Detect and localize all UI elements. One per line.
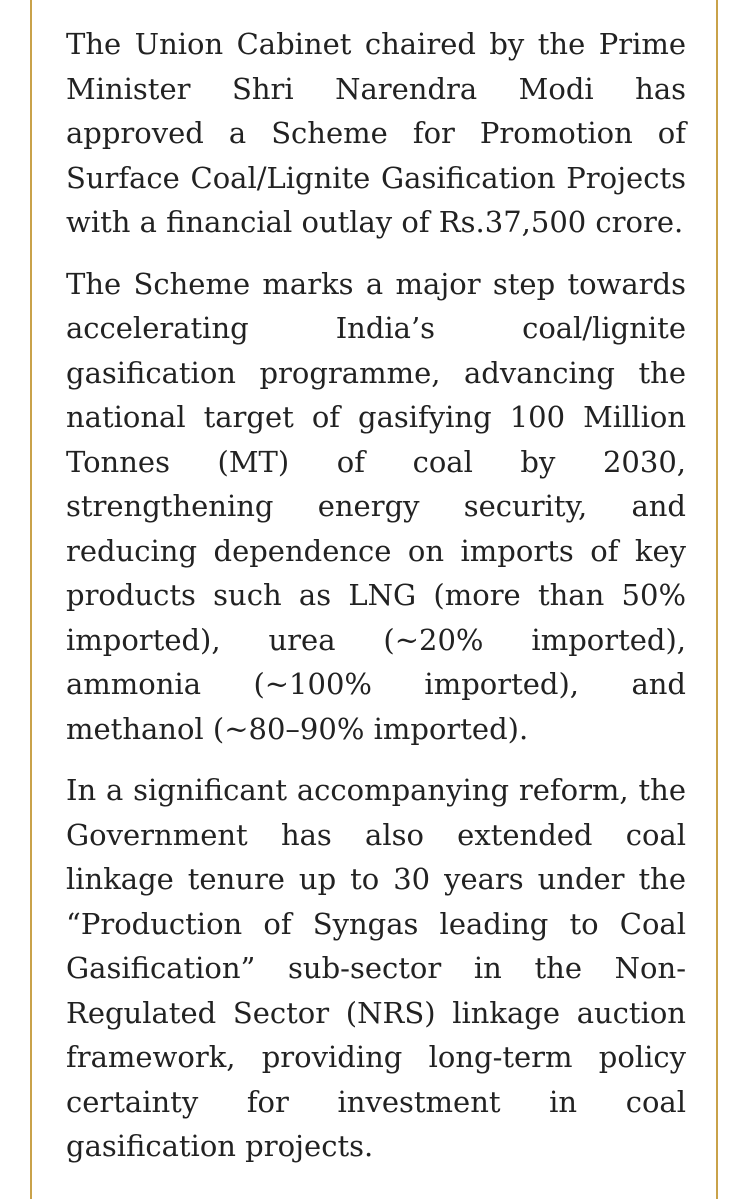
paragraph-scheme-significance: The Scheme marks a major step towards accelerating India’s coal/lignite gasification programme, advancing the national target of gasifying 100 Million Tonnes (MT) of coal by 2030, strengthening energy security, and reducing dependence on imports of key products such as LNG (more than 50% imported), urea (~20% imported), ammonia (~100% imported), and methanol (~80–90% imported). bbox=[66, 266, 686, 746]
paragraph-linkage-reform: In a significant accompanying reform, the Government has also extended coal linkage tenure up to 30 years under the “Production of Syngas leading to Coal Gasification” sub-sector in the Non-Regulated Sector (NRS) linkage auction framework, providing long-term policy certainty for investment in coal gasification projects. bbox=[66, 773, 686, 1163]
article-body bbox=[66, 22, 686, 1186]
left-border-rule bbox=[30, 0, 32, 1199]
right-border-rule bbox=[716, 0, 718, 1199]
paragraph-cabinet-approval: The Union Cabinet chaired by the Prime Minister Shri Narendra Modi has approved a Scheme for Promotion of Surface Coal/Lignite Gasification Projects with a financial outlay of Rs.37,500 crore. bbox=[66, 27, 686, 239]
